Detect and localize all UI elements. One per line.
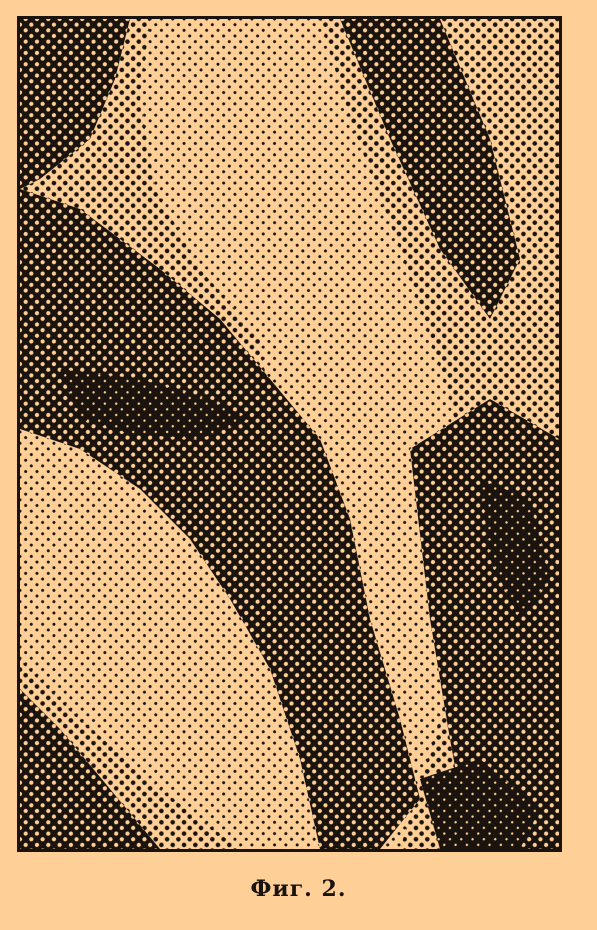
halftone-figure bbox=[17, 16, 562, 852]
figure-caption: Фиг. 2. bbox=[250, 876, 347, 902]
